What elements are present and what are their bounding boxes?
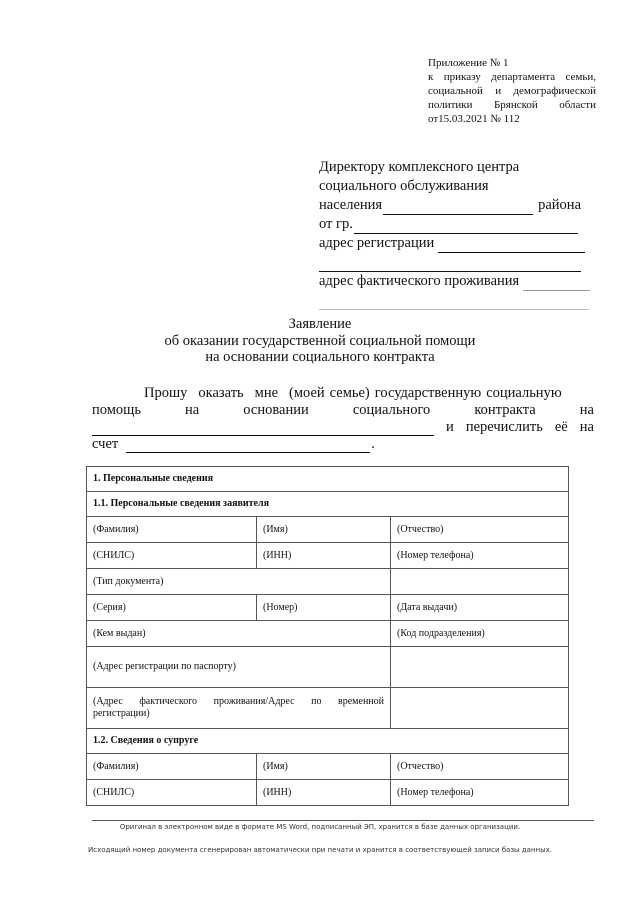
inn-cell[interactable]: (ИНН) [257, 543, 391, 569]
spouse-surname-cell[interactable]: (Фамилия) [87, 754, 257, 780]
name-cell[interactable]: (Имя) [257, 517, 391, 543]
word: на [185, 402, 200, 418]
addressee-block [319, 158, 591, 310]
spouse-inn-cell[interactable]: (ИНН) [257, 780, 391, 806]
reg-address-blank-2[interactable] [319, 257, 581, 272]
document-title [0, 316, 640, 366]
footer-note-2: Исходящий номер документа сгенерирован автоматически при печати и хранится в соответствующей записи базы данных. [88, 846, 552, 854]
appendix-line-5: от15.03.2021 № 112 [428, 113, 520, 125]
issue-date-cell[interactable]: (Дата выдачи) [391, 595, 569, 621]
reg-address-passport-cell[interactable]: (Адрес регистрации по паспорту) [87, 647, 391, 688]
addressee-to-2: социального обслуживания [319, 178, 489, 194]
word: перечислить [465, 419, 543, 435]
from-label: от гр. [319, 216, 353, 232]
phone-cell[interactable]: (Номер телефона) [391, 543, 569, 569]
snils-cell[interactable]: (СНИЛС) [87, 543, 257, 569]
actual-address-extra-cell[interactable] [391, 688, 569, 729]
section-1-2-header: 1.2. Сведения о супруге [87, 729, 569, 754]
word: (моей [289, 385, 325, 401]
word: . [371, 436, 375, 452]
reg-address-label: адрес регистрации [319, 235, 435, 251]
surname-cell[interactable]: (Фамилия) [87, 517, 257, 543]
word: контракта [474, 402, 536, 418]
word: основании [243, 402, 309, 418]
word: социального [352, 402, 431, 418]
account-blank[interactable] [126, 438, 370, 453]
appendix-line-2: к приказу департамента семьи, [428, 71, 596, 83]
appendix-line-1: Приложение № 1 [428, 57, 509, 69]
actual-address-blank[interactable] [523, 276, 590, 291]
word: семье) [329, 385, 370, 401]
spouse-name-cell[interactable]: (Имя) [257, 754, 391, 780]
word: мне [254, 385, 279, 401]
purpose-blank[interactable] [92, 421, 434, 436]
number-cell[interactable]: (Номер) [257, 595, 391, 621]
word: и [446, 419, 454, 435]
spouse-patronymic-cell[interactable]: (Отчество) [391, 754, 569, 780]
reg-address-passport-extra-cell[interactable] [391, 647, 569, 688]
actual-address-blank-2[interactable] [319, 295, 589, 310]
word: её [554, 419, 568, 435]
spouse-phone-cell[interactable]: (Номер телефона) [391, 780, 569, 806]
word: на [579, 402, 594, 418]
division-code-cell[interactable]: (Код подразделения) [391, 621, 569, 647]
patronymic-cell[interactable]: (Отчество) [391, 517, 569, 543]
spouse-snils-cell[interactable]: (СНИЛС) [87, 780, 257, 806]
appendix-line-3: социальной и демографической [428, 85, 596, 97]
footer-divider [92, 820, 594, 821]
title-line-1: Заявление [288, 316, 352, 332]
issued-by-cell[interactable]: (Кем выдан) [87, 621, 391, 647]
district-label: района [538, 197, 582, 213]
addressee-to: Директору комплексного центра [319, 159, 520, 175]
series-cell[interactable]: (Серия) [87, 595, 257, 621]
word: на [579, 419, 594, 435]
title-line-2: об оказании государственной социальной помощи [164, 332, 476, 349]
word: государственную [374, 385, 482, 401]
actual-address-cell[interactable] [87, 688, 391, 729]
from-blank[interactable] [354, 219, 578, 234]
title-line-3: на основании социального контракта [205, 349, 435, 365]
actual-address-line-1: (Адрес фактического проживания/Адрес по временной [93, 696, 384, 707]
population-label: населения [319, 197, 383, 213]
appendix-line-4: политики Брянской области [428, 99, 596, 111]
reg-address-blank[interactable] [438, 238, 585, 253]
word: оказать [198, 385, 244, 401]
section-1-header: 1. Персональные сведения [87, 467, 569, 492]
district-blank[interactable] [383, 200, 533, 215]
word: счет [92, 436, 119, 452]
word: социальную [486, 385, 562, 401]
doc-type-extra-cell[interactable] [391, 569, 569, 595]
personal-data-table [86, 466, 569, 806]
section-1-1-header: 1.1. Персональные сведения заявителя [87, 492, 569, 517]
word: Прошу [144, 385, 188, 401]
footer-note-1: Оригинал в электронном виде в формате MS Word, подписанный ЭП, хранится в базе данных организации. [119, 823, 521, 831]
actual-address-label: адрес фактического проживания [319, 273, 520, 289]
word: помощь [92, 402, 141, 418]
appendix-block [428, 56, 596, 126]
actual-address-line-2: регистрации) [93, 708, 150, 719]
request-paragraph [92, 385, 594, 453]
doc-type-cell[interactable]: (Тип документа) [87, 569, 391, 595]
